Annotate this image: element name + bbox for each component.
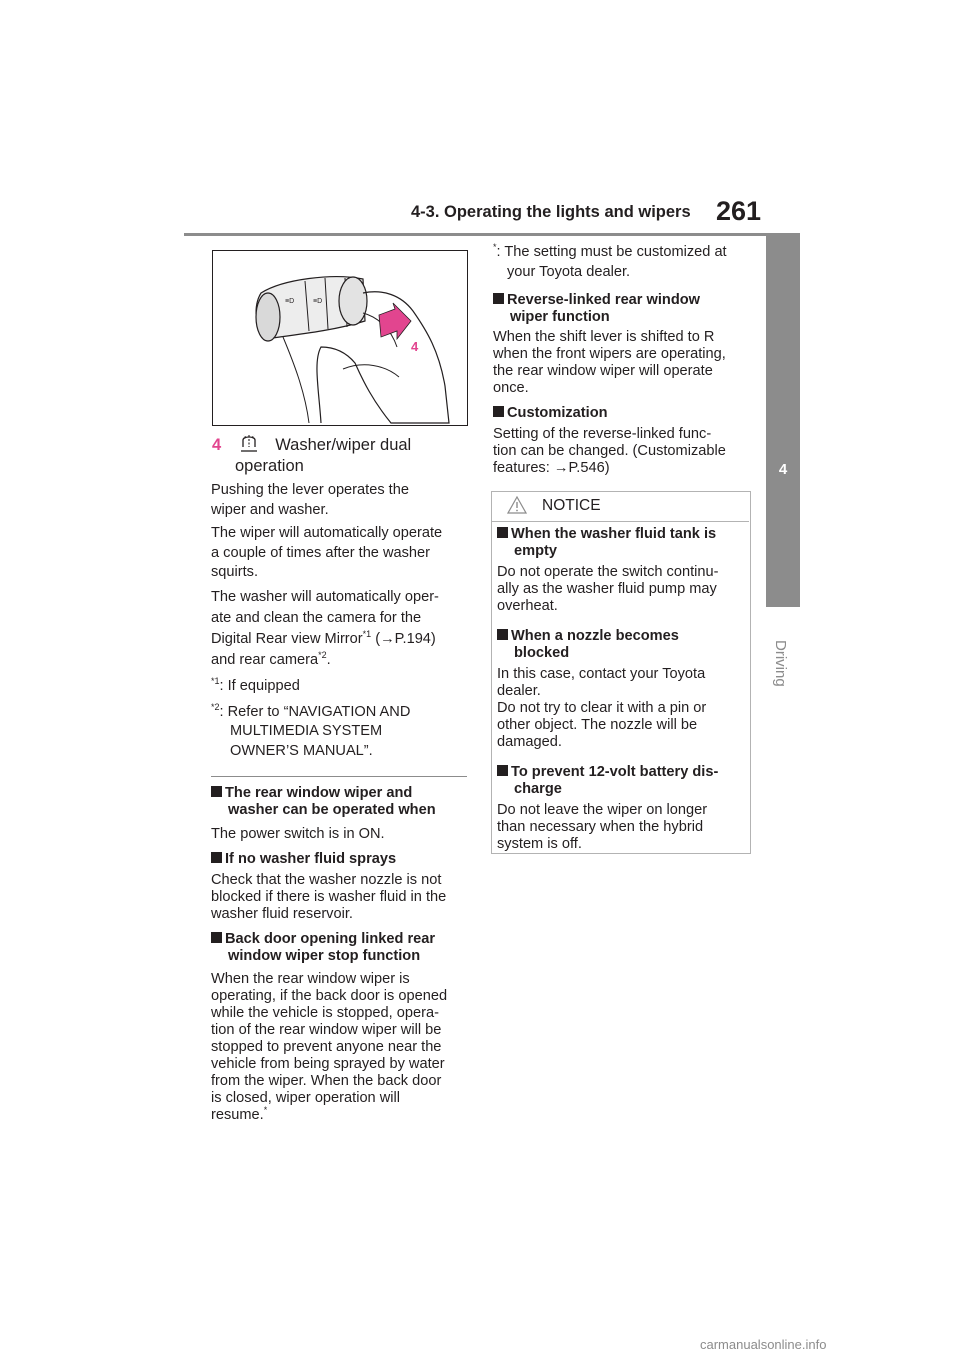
figure-callout: 4 xyxy=(411,339,419,354)
square-bullet-icon xyxy=(493,406,504,417)
notes-right xyxy=(493,243,751,477)
notice-title: NOTICE xyxy=(542,497,601,514)
section-title: 4-3. Operating the lights and wipers xyxy=(411,203,691,221)
page-ref-link[interactable]: P.194) xyxy=(394,630,436,647)
step-heading xyxy=(212,433,470,477)
para-3: The washer will automatically oper- ate and clean the camera for the Digital Rear view Mirror$^{*1}$ (→P.194) and rear camera$^{*2}$. xyxy=(211,588,439,668)
note-heading-customization: Customization xyxy=(493,405,751,422)
footnote-1: $^{*1}$: If equipped xyxy=(211,676,300,694)
page-number: 261 xyxy=(716,196,762,226)
ref-arrow-icon: → xyxy=(553,460,569,476)
chapter-tab xyxy=(766,233,800,607)
notice-text: Do not operate the switch continu- ally as the washer fluid pump may overheat. xyxy=(497,564,719,614)
chapter-tab-number: 4 xyxy=(778,461,788,478)
step-title-line1: Washer/wiper dual xyxy=(275,436,412,454)
notice-heading-battery: To prevent 12-volt battery dis- charge xyxy=(497,764,745,798)
note-heading-operation-conditions: The rear window wiper and washer can be operated when xyxy=(211,785,469,819)
note-heading-reverse-linked: Reverse-linked rear window wiper function xyxy=(493,292,751,326)
square-bullet-icon xyxy=(497,629,508,640)
ref-arrow-icon: → xyxy=(380,630,395,647)
section-divider xyxy=(211,776,467,777)
para-2: The wiper will automatically operate a couple of times after the washer squirts. xyxy=(211,525,443,580)
note-text: Setting of the reverse-linked func- tion can be changed. (Customizable features: →P.546) xyxy=(493,426,726,476)
note-heading-no-spray: If no washer fluid sprays xyxy=(211,851,469,868)
warning-triangle-icon xyxy=(507,496,527,514)
step-description xyxy=(211,481,469,671)
footnote-2: $^{*2}$: Refer to “NAVIGATION AND MULTIMEDIA SYSTEM OWNER’S MANUAL”. xyxy=(211,701,411,759)
notice-text: In this case, contact your Toyota dealer. Do not try to clear it with a pin or other object. The nozzle will be damaged. xyxy=(497,666,707,750)
wiper-lever-drawing xyxy=(213,251,467,425)
header-rule xyxy=(184,233,800,236)
note-heading-back-door: Back door opening linked rear window wiper stop function xyxy=(211,931,469,965)
note-text: When the shift lever is shifted to R when the front wipers are operating, the rear window wiper will operate once. xyxy=(493,329,726,396)
washer-wiper-icon xyxy=(237,433,261,453)
step-title-line2: operation xyxy=(235,457,304,475)
svg-text:≡D: ≡D xyxy=(285,298,295,305)
square-bullet-icon xyxy=(211,932,222,943)
square-bullet-icon xyxy=(493,293,504,304)
footer-watermark: carmanualsonline.info xyxy=(700,1337,827,1352)
notice-content xyxy=(497,526,745,853)
notice-heading-nozzle-blocked: When a nozzle becomes blocked xyxy=(497,628,745,662)
square-bullet-icon xyxy=(497,527,508,538)
note-text: When the rear window wiper is operating, if the back door is opened while the vehicle is stopped, opera- tion of the rear window wiper will be stopped to prevent anyone near the vehicle from being sprayed by water from the wiper. When the back door is closed, wiper operation will resume.* xyxy=(211,970,448,1123)
step-number: 4 xyxy=(212,436,222,454)
footnotes xyxy=(211,677,469,761)
square-bullet-icon xyxy=(211,852,222,863)
square-bullet-icon xyxy=(211,786,222,797)
push-arrow xyxy=(379,303,411,339)
notice-header xyxy=(491,491,749,522)
footnote-dealer: *: The setting must be customized at your Toyota dealer. xyxy=(493,242,727,280)
para-1: Pushing the lever operates the wiper and washer. xyxy=(211,482,409,518)
notes-left xyxy=(211,785,469,1124)
page-ref-link[interactable]: P.546) xyxy=(568,460,610,476)
wiper-lever-illustration xyxy=(212,250,468,426)
square-bullet-icon xyxy=(497,765,508,776)
notice-heading-tank-empty: When the washer fluid tank is empty xyxy=(497,526,745,560)
chapter-tab-label: Driving xyxy=(772,640,789,687)
note-text: Check that the washer nozzle is not blocked if there is washer fluid in the washer fluid reservoir. xyxy=(211,871,447,922)
note-text: The power switch is in ON. xyxy=(211,826,385,842)
svg-text:≡D: ≡D xyxy=(313,298,323,305)
notice-text: Do not leave the wiper on longer than necessary when the hybrid system is off. xyxy=(497,802,708,852)
